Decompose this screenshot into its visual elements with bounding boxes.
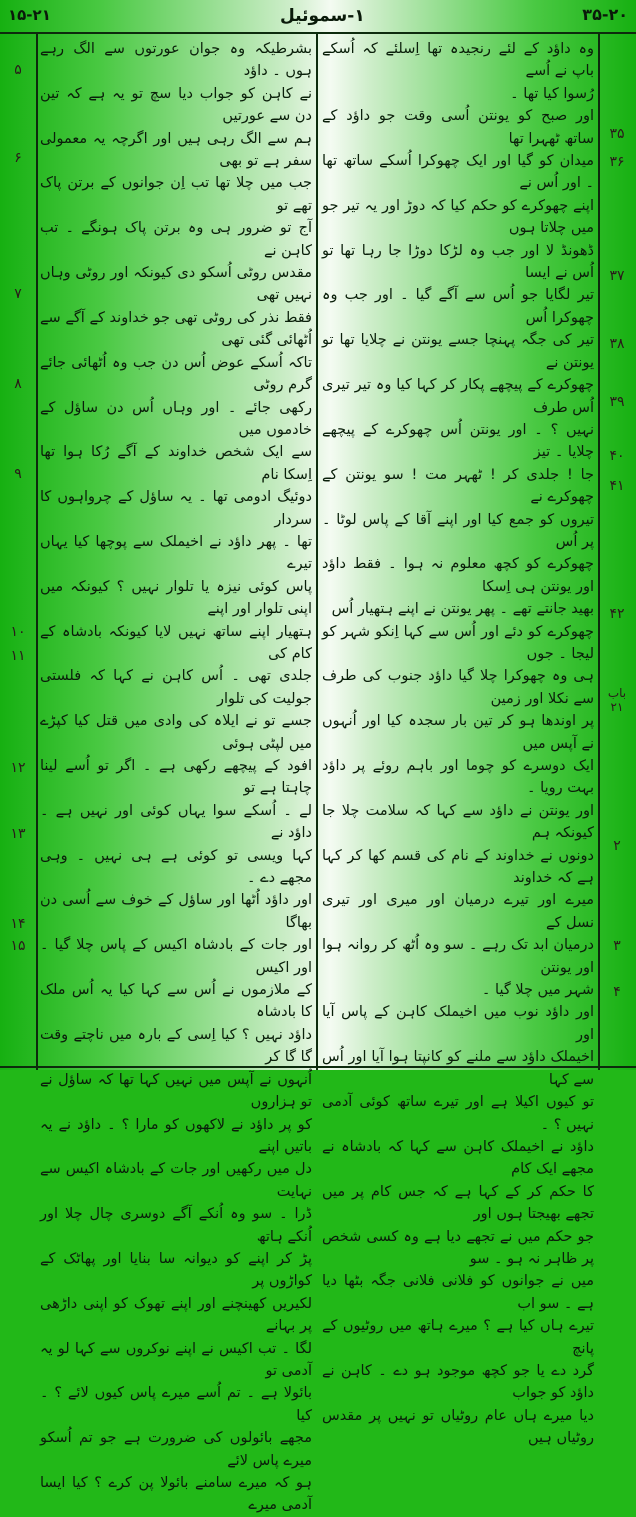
text-line: افود کے پیچھے رکھی ہے ۔ اگر تو اُسے لینا چاہتا ہے تو <box>40 758 312 797</box>
text-line: جو حکم میں نے تجھے دیا ہے وہ کسی شخص پر ظاہر نہ ہو ۔ سو <box>322 1228 594 1267</box>
text-line: میدان کو گیا اور ایک چھوکرا اُسکے ساتھ تھا ۔ اور اُس نے <box>322 153 594 192</box>
text-line: چھوکرے کو دئے اور اُس سے کہا اِنکو شہر کو لیجا ۔ جوں <box>322 623 594 662</box>
text-line: چھوکرے کو کچھ معلوم نہ ہوا ۔ فقط داؤد اور یونتن ہی اِسکا <box>322 556 594 595</box>
text-line: دوئیگ ادومی تھا ۔ یہ ساؤل کے چرواہوں کا سردار <box>40 489 312 528</box>
verse-number: ۵ <box>14 62 22 78</box>
text-line: جا ! جلدی کر ! ٹھہر مت ! سو یونتن کے چھوکرے نے <box>322 466 594 506</box>
text-line: پر اوندھا ہو کر تین بار سجدہ کیا اور اُنہوں نے آپس میں <box>322 713 594 752</box>
text-line: ڈھونڈ لا اور جب وہ لڑکا دوڑا جا رہا تھا تو اُس نے ایسا <box>322 242 594 282</box>
text-line: کے ملازموں نے اُس سے کہا کیا یہ اُس ملک کا بادشاہ <box>40 982 312 1021</box>
verse-range-right: ۳۵-۲۰ <box>582 5 628 24</box>
text-line: کا حکم کر کے کہا ہے کہ جس کام پر میں تجھے بھیجتا ہوں اور <box>322 1183 594 1223</box>
verse-range-left: ۱۵-۲۱ <box>8 6 51 24</box>
text-line: اور داؤد اُٹھا اور ساؤل کے خوف سے اُسی دن بھاگا <box>40 892 312 931</box>
text-line: داؤد نے اخیملک کاہن سے کہا کہ بادشاہ نے مجھے ایک کام <box>322 1138 594 1178</box>
text-line: اپنے چھوکرے کو حکم کیا کہ دوڑ اور یہ تیر جو میں چلاتا ہوں <box>322 197 594 237</box>
verse-number: ۳ <box>613 938 621 954</box>
text-line: ہتھیار اپنے ساتھ نہیں لایا کیونکہ بادشاہ کے کام کی <box>40 623 312 662</box>
text-line: مجھے بائولوں کی ضرورت ہے جو تم اُسکو میرے پاس لائے <box>40 1430 312 1469</box>
text-line: تو کیوں اکیلا ہے اور تیرے ساتھ کوئی آدمی نہیں ؟ ۔ <box>322 1094 594 1133</box>
text-line: رُسوا کیا تھا ۔ <box>510 85 594 102</box>
verse-number: ۳۷ <box>609 268 625 284</box>
verse-number: ۴ <box>613 984 621 1000</box>
text-line: کو پر داؤد نے لاکھوں کو مارا ؟ ۔ داؤد نے یہ باتیں اپنے <box>40 1116 312 1155</box>
left-text-column <box>40 38 312 1514</box>
text-line: دل میں رکھیں اور جات کے بادشاہ اکیس سے نہایت <box>40 1161 312 1200</box>
text-line: ڈرا ۔ سو وہ اُنکے آگے دوسری چال چلا اور اُنکے ہاتھ <box>40 1206 312 1245</box>
text-line: سے ایک شخص خداوند کے آگے رُکا ہوا تھا اِسکا نام <box>40 444 312 483</box>
text-line: نے کاہن کو جواب دیا سچ تو یہ ہے کہ تین دن سے عورتیں <box>40 85 312 125</box>
chapter-number: باب ۲۱ <box>607 686 627 714</box>
text-line: میں نے جوانوں کو فلانی فلانی جگہ بٹھا دیا ہے ۔ سو اب <box>322 1273 594 1312</box>
text-line: جسے تو نے ایلاہ کی وادی میں قتل کیا کپڑے میں لپٹی ہوئی <box>40 713 312 752</box>
text-line: نہیں ؟ ۔ اور یونتن اُس چھوکرے کے پیچھے چلایا ۔ تیز <box>322 421 594 461</box>
text-line: تیرے ہاں کیا ہے ؟ میرے ہاتھ میں روٹیوں کے پانچ <box>322 1318 594 1357</box>
text-line: ہی وہ چھوکرا چلا گیا داؤد جنوب کی طرف سے نکلا اور زمین <box>322 668 594 707</box>
text-line: تیر لگایا جو اُس سے آگے گیا ۔ اور جب وہ چھوکرا اُس <box>322 287 594 326</box>
right-text-column <box>322 38 594 1447</box>
verse-number: ۴۲ <box>609 606 625 622</box>
text-line: آج تو ضرور ہی وہ برتن پاک ہونگے ۔ تب کاہن نے <box>40 220 312 259</box>
text-line: لگا ۔ تب اکیس نے اپنے نوکروں سے کہا لو یہ آدمی تو <box>40 1340 312 1379</box>
verse-number: ۱۰ <box>10 624 26 640</box>
verse-number: ۳۶ <box>609 154 625 170</box>
verse-number: ۳۹ <box>609 394 625 410</box>
text-line: لکیریں کھینچنے اور اپنے تھوک کو اپنی داڑھی پر بہانے <box>40 1295 312 1335</box>
text-line: تھا ۔ پھر داؤد نے اخیملک سے پوچھا کیا یہاں تیرے <box>40 533 312 573</box>
text-line: درمیان ابد تک رہے ۔ سو وہ اُٹھ کر روانہ ہوا اور یونتن <box>322 937 594 976</box>
text-line: وہ داؤد کے لئے رنجیدہ تھا اِسلئے کہ اُسکے باپ نے اُسے <box>322 41 594 80</box>
verse-number: ۱۳ <box>10 826 26 842</box>
column-divider <box>316 34 318 1070</box>
verse-number: ۳۸ <box>609 336 625 352</box>
verse-number: ۱۴ <box>10 916 26 932</box>
text-line: اور داؤد نوب میں اخیملک کاہن کے پاس آیا اور <box>322 1004 594 1043</box>
text-line: اور جات کے بادشاہ اکیس کے پاس چلا گیا ۔ اور اکیس <box>40 937 312 976</box>
text-line: چھوکرے کے پیچھے پکار کر کہا کیا وہ تیر تیری اُس طرف <box>322 377 594 416</box>
verse-number: ۲ <box>613 838 621 854</box>
text-line: تیروں کو جمع کیا اور اپنے آقا کے پاس لوٹا ۔ پر اُس <box>322 511 594 550</box>
text-line: اور یونتن نے داؤد سے کہا کہ سلامت چلا جا کیونکہ ہم <box>322 802 594 842</box>
verse-number: ۹ <box>14 466 22 482</box>
text-line: میرے اور تیرے درمیان اور میری اور تیری نسل کے <box>322 892 594 931</box>
verse-number: ۱۲ <box>10 760 26 776</box>
verse-number: ۱۱ <box>10 648 26 664</box>
text-line: ہم سے الگ رہی ہیں اور اگرچہ یہ معمولی سفر ہے تو بھی <box>40 130 312 170</box>
text-line: بشرطیکہ وہ جوان عورتوں سے الگ رہے ہوں ۔ داؤد <box>40 41 312 80</box>
text-line: بائولا ہے ۔ تم اُسے میرے پاس کیوں لائے ؟ ۔ کیا <box>40 1385 312 1424</box>
text-line: تیر کی جگہ پہنچا جسے یونتن نے چلایا تھا تو یونتن نے <box>322 332 594 371</box>
verse-number: ۱۵ <box>10 938 26 954</box>
text-line: اخیملک داؤد سے ملنے کو کانپتا ہوا آیا اور اُس سے کہا <box>322 1049 594 1088</box>
text-line: پڑ کر اپنے کو دیوانہ سا بنایا اور پھاٹک کے کواڑوں پر <box>40 1250 312 1290</box>
text-line: اُنہوں نے آپس میں نہیں کہا تھا کہ ساؤل نے تو ہزاروں <box>40 1071 312 1111</box>
verse-number: ۴۰ <box>609 448 625 464</box>
text-line: دونوں نے خداوند کے نام کی قسم کھا کر کہا ہے کہ خداوند <box>322 847 594 887</box>
header-divider <box>0 32 636 34</box>
left-margin-verse-numbers <box>1 38 35 1063</box>
right-margin-verse-numbers <box>600 38 634 1063</box>
text-line: بھید جانتے تھے ۔ پھر یونتن نے اپنے ہتھیار اُس <box>331 601 594 618</box>
text-line: گرد دے یا جو کچھ موجود ہو دے ۔ کاہن نے داؤد کو جواب <box>322 1362 594 1402</box>
text-line: اور صبح کو یونتن اُسی وقت جو داؤد کے ساتھ ٹھہرا تھا <box>322 108 594 147</box>
text-line: جلدی تھی ۔ اُس کاہن نے کہا کہ فلستی جولیت کی تلوار <box>40 668 312 707</box>
page-header <box>0 0 636 34</box>
verse-number: ۳۵ <box>609 126 625 142</box>
verse-number: ۴۱ <box>609 478 625 494</box>
verse-number: ۷ <box>14 286 22 302</box>
text-line: تاکہ اُسکے عوض اُس دن جب وہ اُٹھائی جائے گرم روٹی <box>40 354 312 394</box>
text-line: پاس کوئی نیزہ یا تلوار نہیں ؟ کیونکہ میں اپنی تلوار اور اپنے <box>40 578 312 618</box>
verse-number: ۸ <box>14 376 22 392</box>
text-line: شہر میں چلا گیا ۔ <box>481 982 594 999</box>
text-line: لے ۔ اُسکے سوا یہاں کوئی اور نہیں ہے ۔ داؤد نے <box>40 802 312 842</box>
text-line: رکھی جائے ۔ اور وہاں اُس دن ساؤل کے خادموں میں <box>40 399 312 438</box>
text-line: ایک دوسرے کو چوما اور باہم روئے پر داؤد بہت رویا ۔ <box>322 758 594 797</box>
text-line: کہا ویسی تو کوئی ہے ہی نہیں ۔ وہی مجھے دے ۔ <box>40 847 312 887</box>
text-line: ہو کہ میرے سامنے بائولا پن کرے ؟ کیا ایسا آدمی میرے <box>40 1475 312 1514</box>
text-line: فقط نذر کی روٹی تھی جو خداوند کے آگے سے اُٹھائی گئی تھی <box>40 309 312 349</box>
text-line: جب میں چلا تھا تب اِن جوانوں کے برتن پاک تھے تو <box>40 175 312 214</box>
left-margin-divider <box>36 34 38 1070</box>
text-line: مقدس روٹی اُسکو دی کیونکہ اور روٹی وہاں نہیں تھی <box>40 265 312 304</box>
verse-number: ۶ <box>14 150 22 166</box>
book-title: ۱-سموئیل <box>280 6 365 26</box>
text-line: داؤد نہیں ؟ کیا اِسی کے بارہ میں ناچتے وقت گا گا کر <box>40 1026 312 1066</box>
text-line: دیا میرے ہاں عام روٹیاں تو نہیں پر مقدس روٹیاں ہیں <box>322 1407 594 1447</box>
